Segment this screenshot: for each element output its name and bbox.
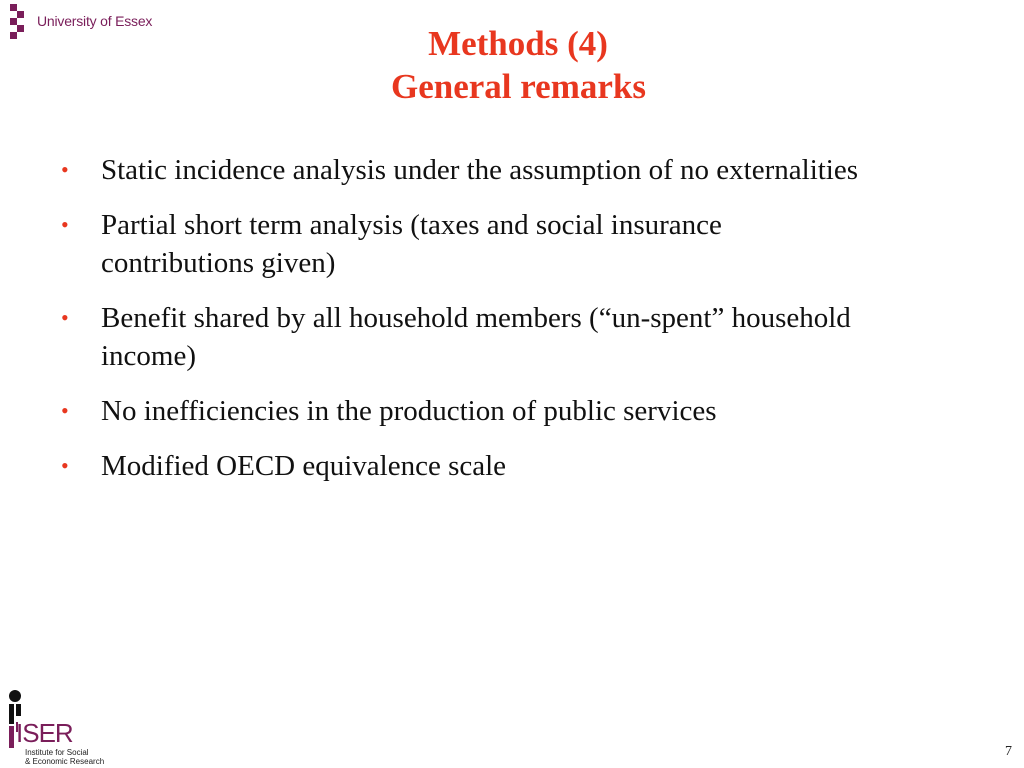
bullet-item: [61, 447, 861, 485]
bullet-text: No inefficiencies in the production of public services: [101, 395, 717, 427]
bullet-item: [61, 299, 861, 375]
slide-title: [0, 22, 1024, 108]
slide-title-line2: General remarks: [391, 67, 646, 106]
slide-title-line1: Methods (4): [428, 24, 608, 63]
bullet-list: [61, 151, 861, 502]
bullet-text: Static incidence analysis under the assumption of no externalities: [101, 154, 859, 186]
bullet-text: Partial short term analysis (taxes and social insurance contributions given): [101, 209, 722, 279]
bullet-icon: •: [61, 212, 69, 237]
essex-logo-text: University of Essex: [37, 13, 153, 29]
bullet-icon: •: [61, 398, 69, 423]
bullet-item: [61, 151, 861, 189]
bullet-text: Modified OECD equivalence scale: [101, 450, 507, 482]
page-number: 7: [1005, 744, 1012, 759]
iser-logo: [3, 686, 103, 768]
bullet-icon: •: [61, 453, 69, 478]
iser-logo-subtitle: Institute for Social & Economic Research: [25, 748, 105, 766]
bullet-icon: •: [61, 157, 69, 182]
bullet-icon: •: [61, 305, 69, 330]
bullet-text: Benefit shared by all household members (“un-spent” household income): [101, 302, 851, 372]
bullet-item: [61, 392, 861, 430]
iser-logo-text: ISER: [16, 718, 73, 748]
bullet-item: [61, 206, 861, 282]
